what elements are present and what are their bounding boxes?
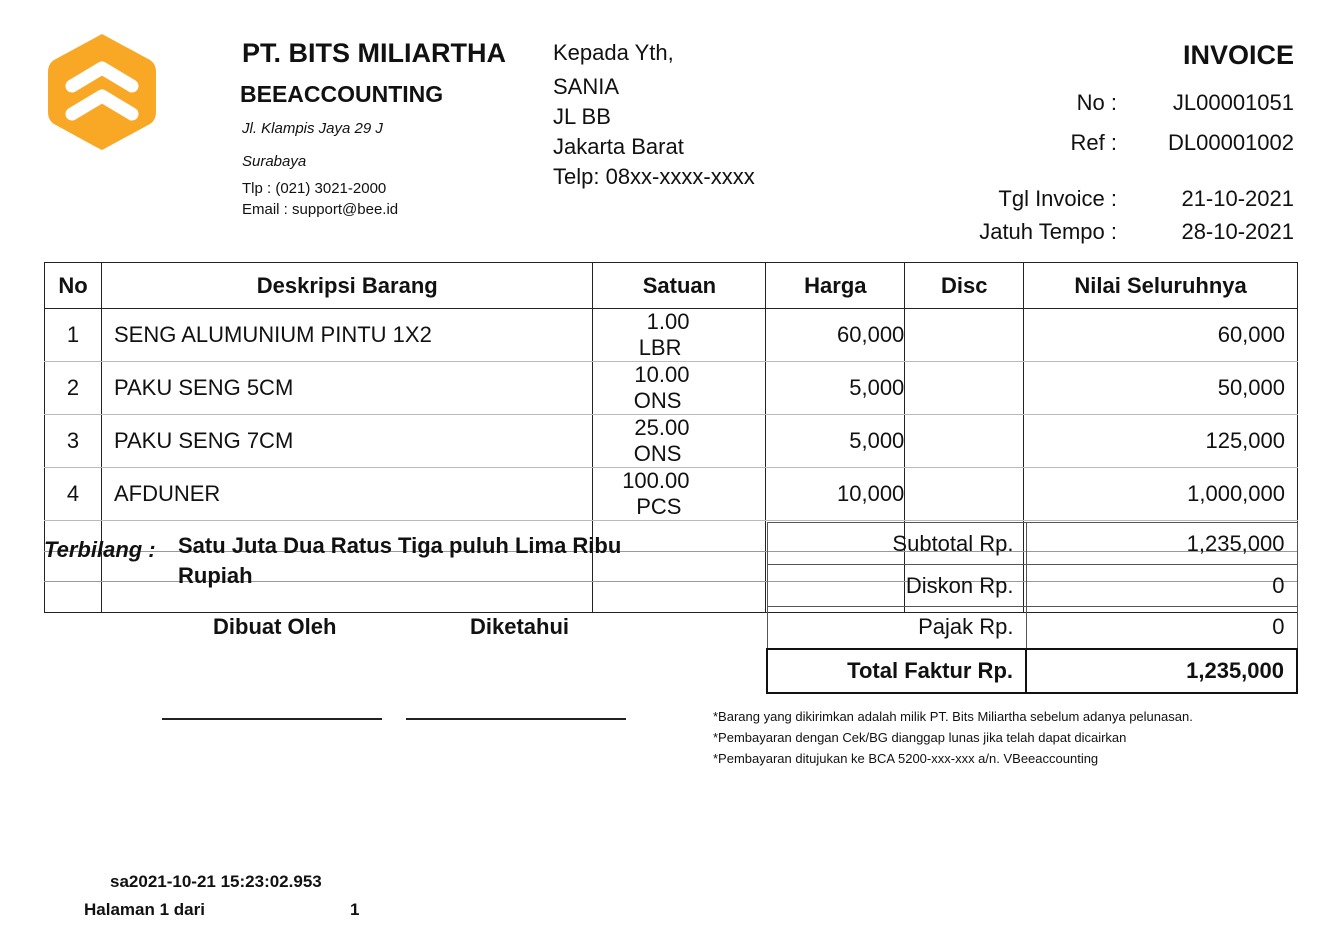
- cell-price: 10,000: [766, 468, 905, 521]
- recipient-street: JL BB: [553, 104, 611, 129]
- table-row: [45, 415, 1298, 468]
- cell-qty: 25.00: [634, 415, 690, 440]
- discount-value: 0: [1026, 565, 1297, 607]
- grand-total-label: Total Faktur Rp.: [767, 649, 1026, 693]
- totals-table: [766, 522, 1298, 694]
- subtotal-label: Subtotal Rp.: [767, 523, 1026, 565]
- tax-label: Pajak Rp.: [767, 607, 1026, 649]
- cell-description: PAKU SENG 5CM: [101, 362, 593, 415]
- tax-value: 0: [1026, 607, 1297, 649]
- note-payment-account: *Pembayaran ditujukan ke BCA 5200-xxx-xxx a/n. VBeeaccounting: [713, 751, 1099, 766]
- grand-total-value: 1,235,000: [1026, 649, 1297, 693]
- signature-acknowledged-label: Diketahui: [470, 614, 570, 639]
- invoice-due-label: Jatuh Tempo :: [979, 219, 1117, 244]
- cell-no: 1: [45, 309, 102, 362]
- company-brand: BEEACCOUNTING: [240, 81, 444, 107]
- page-label: Halaman 1 dari: [84, 900, 205, 919]
- invoice-due: 28-10-2021: [1181, 219, 1294, 244]
- cell-discount: [905, 468, 1024, 521]
- invoice-no: JL00001051: [1172, 90, 1294, 115]
- header-unit: Satuan: [593, 263, 766, 309]
- cell-description: AFDUNER: [101, 468, 593, 521]
- subtotal-value: 1,235,000: [1026, 523, 1297, 565]
- table-row: [45, 309, 1298, 362]
- cell-unit: [593, 309, 766, 362]
- cell-uom: PCS: [636, 494, 682, 519]
- signature-line-made-by: [162, 718, 382, 720]
- terbilang-label: Terbilang :: [44, 537, 156, 562]
- print-timestamp: sa2021-10-21 15:23:02.953: [110, 872, 322, 891]
- cell-description: SENG ALUMUNIUM PINTU 1X2: [101, 309, 593, 362]
- cell-qty: 1.00: [646, 309, 690, 334]
- cell-uom: LBR: [638, 335, 682, 360]
- invoice-ref: DL00001002: [1167, 130, 1294, 155]
- grand-total-row: [767, 649, 1297, 693]
- cell-unit: [593, 415, 766, 468]
- company-name: PT. BITS MILIARTHA: [242, 38, 506, 68]
- invoice-date-label: Tgl Invoice :: [998, 186, 1117, 211]
- subtotal-row: [767, 523, 1297, 565]
- tax-row: [767, 607, 1297, 649]
- invoice-title: INVOICE: [1182, 40, 1294, 70]
- table-header-row: [45, 263, 1298, 309]
- cell-price: 5,000: [766, 415, 905, 468]
- cell-price: 60,000: [766, 309, 905, 362]
- cell-total: 1,000,000: [1024, 468, 1298, 521]
- company-email: Email : support@bee.id: [242, 201, 399, 218]
- invoice-ref-label: Ref :: [1070, 130, 1117, 155]
- cell-unit: [593, 468, 766, 521]
- header-discount: Disc: [905, 263, 1024, 309]
- cell-unit: [593, 362, 766, 415]
- note-cheque: *Pembayaran dengan Cek/BG dianggap lunas jika telah dapat dicairkan: [713, 730, 1127, 745]
- note-ownership: *Barang yang dikirimkan adalah milik PT. Bits Miliartha sebelum adanya pelunasan.: [713, 709, 1193, 724]
- company-address-line2: Surabaya: [242, 153, 307, 170]
- cell-no: 3: [45, 415, 102, 468]
- signature-made-by-label: Dibuat Oleh: [213, 614, 337, 639]
- company-address-line1: Jl. Klampis Jaya 29 J: [242, 120, 383, 137]
- signature-line-acknowledged: [406, 718, 626, 720]
- cell-discount: [905, 362, 1024, 415]
- cell-discount: [905, 309, 1024, 362]
- cell-total: 125,000: [1024, 415, 1298, 468]
- company-logo-icon: [44, 30, 160, 154]
- recipient-city: Jakarta Barat: [553, 134, 684, 159]
- cell-description: PAKU SENG 7CM: [101, 415, 593, 468]
- discount-row: [767, 565, 1297, 607]
- invoice-no-label: No :: [1076, 90, 1117, 115]
- cell-qty: 100.00: [622, 468, 690, 493]
- cell-total: 50,000: [1024, 362, 1298, 415]
- table-row: [45, 468, 1298, 521]
- discount-label: Diskon Rp.: [767, 565, 1026, 607]
- header-total: Nilai Seluruhnya: [1024, 263, 1298, 309]
- cell-total: 60,000: [1024, 309, 1298, 362]
- company-phone: Tlp : (021) 3021-2000: [242, 180, 387, 197]
- cell-no: 4: [45, 468, 102, 521]
- cell-uom: ONS: [633, 388, 682, 413]
- recipient-name: SANIA: [553, 74, 620, 99]
- cell-price: 5,000: [766, 362, 905, 415]
- cell-qty: 10.00: [634, 362, 690, 387]
- table-row: [45, 362, 1298, 415]
- cell-no: 2: [45, 362, 102, 415]
- header-price: Harga: [766, 263, 905, 309]
- invoice-date: 21-10-2021: [1181, 186, 1294, 211]
- page-total: 1: [350, 900, 360, 919]
- recipient-phone: Telp: 08xx-xxxx-xxxx: [553, 164, 755, 189]
- cell-uom: ONS: [633, 441, 682, 466]
- header-description: Deskripsi Barang: [101, 263, 593, 309]
- header-no: No: [45, 263, 102, 309]
- cell-discount: [905, 415, 1024, 468]
- terbilang-text: Satu Juta Dua Ratus Tiga puluh Lima Ribu Rupiah: [178, 533, 622, 588]
- recipient-greeting: Kepada Yth,: [553, 40, 674, 65]
